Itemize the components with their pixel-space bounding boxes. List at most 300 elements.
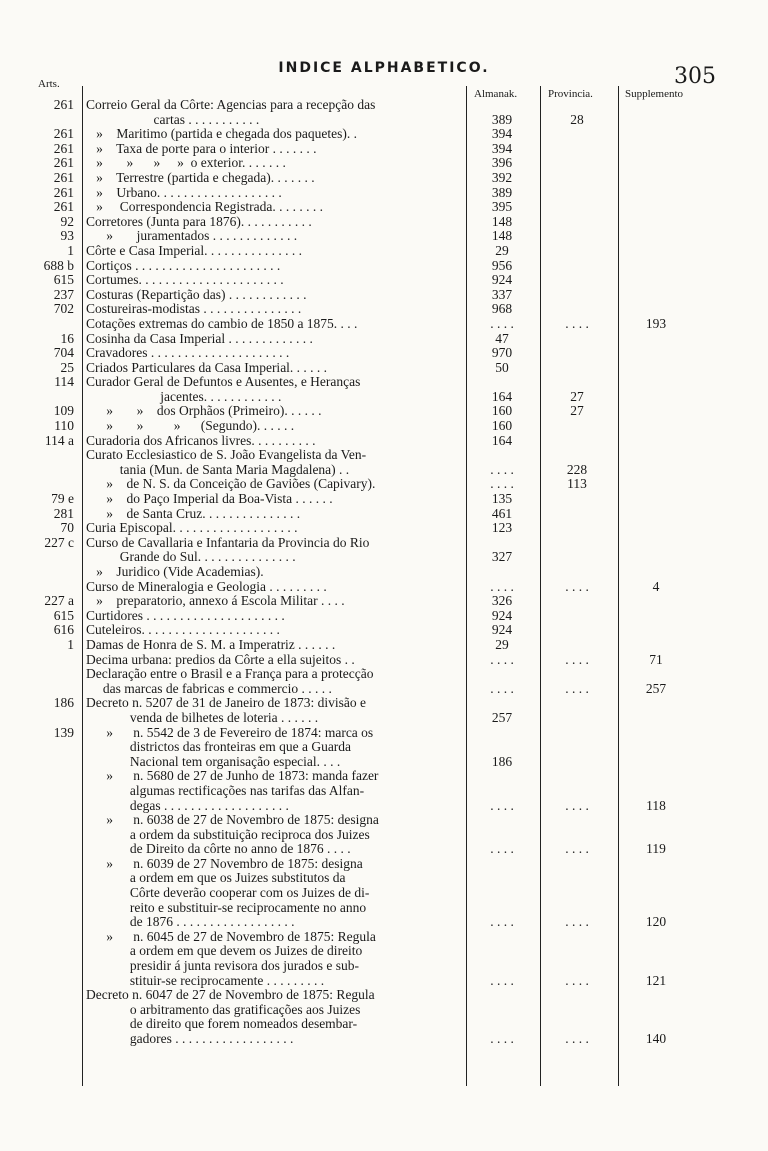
entry-subject: Decima urbana: predios da Côrte a ella sujeitos . . bbox=[86, 652, 355, 667]
provincia-page bbox=[538, 901, 616, 916]
provincia-page bbox=[538, 828, 616, 843]
entry-subject: Curador Geral de Defuntos e Ausentes, e Heranças bbox=[86, 375, 361, 390]
entry-subject: » Maritimo (partida e chegada dos paquetes). . bbox=[86, 127, 358, 142]
index-row bbox=[0, 419, 768, 434]
entry-subject: Curadoria dos Africanos livres. . . . . . . . . . bbox=[86, 433, 316, 448]
article-number bbox=[0, 448, 80, 463]
provincia-page bbox=[538, 507, 616, 522]
supplemento-page bbox=[616, 200, 696, 215]
almanak-page bbox=[466, 1003, 538, 1018]
almanak-page: 956 bbox=[491, 257, 513, 273]
supplemento-page bbox=[616, 448, 696, 463]
almanak-page: 327 bbox=[491, 549, 513, 565]
entry-subject: presidir á junta revisora dos jurados e sub- bbox=[86, 959, 359, 974]
index-row bbox=[0, 653, 768, 668]
entry-subject: » n. 6038 de 27 de Novembro de 1875: designa bbox=[86, 813, 379, 828]
provincia-page bbox=[538, 215, 616, 230]
supplemento-page bbox=[616, 988, 696, 1003]
provincia-page: 27 bbox=[570, 403, 584, 419]
almanak-page: 461 bbox=[491, 505, 513, 521]
supplemento-page: 71 bbox=[649, 651, 663, 667]
entry-subject: Cuteleiros. . . . . . . . . . . . . . . . . . . . . bbox=[86, 623, 280, 638]
entry-subject: venda de bilhetes de loteria . . . . . . bbox=[86, 710, 319, 725]
almanak-page: . . . . bbox=[490, 476, 514, 492]
supplemento-page bbox=[616, 419, 696, 434]
provincia-page bbox=[538, 930, 616, 945]
index-row bbox=[0, 1003, 768, 1018]
index-row bbox=[0, 346, 768, 361]
almanak-page: 257 bbox=[491, 709, 513, 725]
index-row bbox=[0, 448, 768, 463]
entry-subject: » preparatorio, annexo á Escola Militar . . . . bbox=[86, 594, 345, 609]
article-number: 79 e bbox=[51, 491, 74, 507]
almanak-page bbox=[466, 813, 538, 828]
provincia-page: . . . . bbox=[565, 680, 589, 696]
article-number: 261 bbox=[53, 126, 74, 142]
provincia-page bbox=[538, 857, 616, 872]
almanak-page: . . . . bbox=[490, 797, 514, 813]
entry-subject: Nacional tem organisação especial. . . . bbox=[86, 754, 341, 769]
supplemento-page bbox=[616, 171, 696, 186]
almanak-page bbox=[466, 740, 538, 755]
provincia-page: . . . . bbox=[565, 841, 589, 857]
supplemento-page bbox=[616, 288, 696, 303]
entry-subject: Corretores (Junta para 1876). . . . . . . . . . . bbox=[86, 214, 312, 229]
index-row bbox=[0, 857, 768, 872]
provincia-page bbox=[538, 171, 616, 186]
article-number bbox=[0, 1003, 80, 1018]
provincia-page bbox=[538, 434, 616, 449]
article-number bbox=[0, 915, 80, 930]
entry-subject: Curso de Mineralogia e Geologia . . . . . . . . . bbox=[86, 579, 327, 594]
supplemento-page: 120 bbox=[645, 914, 667, 930]
entry-subject: degas . . . . . . . . . . . . . . . . . . . bbox=[86, 798, 289, 813]
supplemento-page bbox=[616, 463, 696, 478]
entry-subject: de Direito da côrte no anno de 1876 . . . . bbox=[86, 842, 351, 857]
article-number: 114 a bbox=[44, 432, 74, 448]
column-header-provincia: Provincia. bbox=[548, 88, 593, 100]
provincia-page bbox=[538, 726, 616, 741]
provincia-page: 228 bbox=[566, 461, 588, 477]
entry-subject: de 1876 . . . . . . . . . . . . . . . . . . bbox=[86, 915, 295, 930]
provincia-page bbox=[538, 419, 616, 434]
article-number: 688 b bbox=[43, 257, 74, 273]
supplemento-page bbox=[616, 638, 696, 653]
supplemento-page bbox=[616, 404, 696, 419]
index-row bbox=[0, 784, 768, 799]
provincia-page bbox=[538, 813, 616, 828]
provincia-page: . . . . bbox=[565, 914, 589, 930]
entry-subject: tania (Mun. de Santa Maria Magdalena) . . bbox=[86, 462, 350, 477]
index-row bbox=[0, 186, 768, 201]
provincia-page bbox=[538, 959, 616, 974]
almanak-page: 389 bbox=[491, 184, 513, 200]
provincia-page bbox=[538, 448, 616, 463]
provincia-page bbox=[538, 273, 616, 288]
supplemento-page bbox=[616, 142, 696, 157]
entry-subject: Curato Ecclesiastico de S. João Evangelista da Ven- bbox=[86, 448, 367, 463]
entry-subject: » » » » o exterior. . . . . . . bbox=[86, 156, 286, 171]
supplemento-page bbox=[616, 550, 696, 565]
article-number: 186 bbox=[53, 695, 74, 711]
article-number bbox=[0, 828, 80, 843]
almanak-page: 29 bbox=[495, 636, 509, 652]
provincia-page bbox=[538, 536, 616, 551]
provincia-page bbox=[538, 944, 616, 959]
supplemento-page bbox=[616, 375, 696, 390]
provincia-page bbox=[538, 521, 616, 536]
almanak-page bbox=[466, 667, 538, 682]
index-table bbox=[0, 98, 768, 1047]
entry-subject: Declaração entre o Brasil e a França para a protecção bbox=[86, 667, 374, 682]
provincia-page bbox=[538, 623, 616, 638]
index-row bbox=[0, 1032, 768, 1047]
provincia-page bbox=[538, 711, 616, 726]
article-number bbox=[0, 755, 80, 770]
provincia-page: . . . . bbox=[565, 1031, 589, 1046]
article-number bbox=[0, 667, 80, 682]
article-number bbox=[0, 317, 80, 332]
entry-subject: stituir-se reciprocamente . . . . . . . . . bbox=[86, 973, 325, 988]
supplemento-page bbox=[616, 740, 696, 755]
entry-subject: » n. 6045 de 27 de Novembro de 1875: Regula bbox=[86, 929, 376, 944]
supplemento-page: 4 bbox=[652, 578, 660, 594]
provincia-page bbox=[538, 638, 616, 653]
entry-subject: Cravadores . . . . . . . . . . . . . . . . . . . . . bbox=[86, 346, 290, 361]
article-number bbox=[0, 974, 80, 989]
provincia-page: 113 bbox=[567, 476, 587, 492]
entry-subject: Decreto n. 5207 de 31 de Janeiro de 1873: divisão e bbox=[86, 696, 367, 711]
provincia-page bbox=[538, 740, 616, 755]
almanak-page: 47 bbox=[495, 330, 509, 346]
entry-subject: Curso de Cavallaria e Infantaria da Provincia do Rio bbox=[86, 535, 370, 550]
supplemento-page bbox=[616, 156, 696, 171]
provincia-page: . . . . bbox=[565, 797, 589, 813]
supplemento-page bbox=[616, 930, 696, 945]
entry-subject: a ordem em que devem os Juizes de direito bbox=[86, 944, 363, 959]
almanak-page: 392 bbox=[491, 169, 513, 185]
article-number: 702 bbox=[53, 301, 74, 317]
index-row bbox=[0, 609, 768, 624]
index-row bbox=[0, 98, 768, 113]
index-row bbox=[0, 317, 768, 332]
provincia-page bbox=[538, 346, 616, 361]
article-number: 261 bbox=[53, 199, 74, 215]
article-number: 704 bbox=[53, 345, 74, 361]
index-row bbox=[0, 507, 768, 522]
article-number: 616 bbox=[53, 622, 74, 638]
supplemento-page bbox=[616, 696, 696, 711]
provincia-page bbox=[538, 98, 616, 113]
article-number: 261 bbox=[53, 155, 74, 171]
supplemento-page bbox=[616, 813, 696, 828]
entry-subject: reito e substituir-se reciprocamente no anno bbox=[86, 900, 367, 915]
almanak-page bbox=[466, 944, 538, 959]
index-row bbox=[0, 521, 768, 536]
supplemento-page bbox=[616, 186, 696, 201]
supplemento-page bbox=[616, 901, 696, 916]
article-number bbox=[0, 711, 80, 726]
entry-subject: Côrte deverão cooperar com os Juizes de di- bbox=[86, 886, 370, 901]
entry-subject: Côrte e Casa Imperial. . . . . . . . . . . . . . . bbox=[86, 243, 302, 258]
provincia-page bbox=[538, 1017, 616, 1032]
article-number: 261 bbox=[53, 184, 74, 200]
entry-subject: a ordem em que os Juizes substitutos da bbox=[86, 871, 346, 886]
provincia-page bbox=[538, 302, 616, 317]
provincia-page bbox=[538, 127, 616, 142]
almanak-page: 29 bbox=[495, 242, 509, 258]
supplemento-page bbox=[616, 784, 696, 799]
almanak-page bbox=[466, 959, 538, 974]
index-row bbox=[0, 813, 768, 828]
provincia-page bbox=[538, 755, 616, 770]
provincia-page bbox=[538, 200, 616, 215]
article-number bbox=[0, 813, 80, 828]
supplemento-page bbox=[616, 1017, 696, 1032]
entry-subject: jacentes. . . . . . . . . . . . bbox=[86, 389, 282, 404]
almanak-page bbox=[466, 828, 538, 843]
article-number: 261 bbox=[53, 169, 74, 185]
provincia-page: 27 bbox=[570, 388, 584, 404]
provincia-page bbox=[538, 550, 616, 565]
article-number: 109 bbox=[53, 403, 74, 419]
almanak-page bbox=[466, 886, 538, 901]
entry-subject: Decreto n. 6047 de 27 de Novembro de 1875: Regula bbox=[86, 988, 375, 1003]
index-row bbox=[0, 536, 768, 551]
supplemento-page bbox=[616, 332, 696, 347]
almanak-page: . . . . bbox=[490, 461, 514, 477]
almanak-page: 395 bbox=[491, 199, 513, 215]
almanak-page: 924 bbox=[491, 272, 513, 288]
almanak-page bbox=[466, 565, 538, 580]
article-number: 261 bbox=[53, 97, 74, 112]
index-row bbox=[0, 974, 768, 989]
index-row bbox=[0, 332, 768, 347]
index-row bbox=[0, 215, 768, 230]
provincia-page bbox=[538, 886, 616, 901]
almanak-page: 160 bbox=[491, 403, 513, 419]
index-row bbox=[0, 404, 768, 419]
article-number: 615 bbox=[53, 272, 74, 288]
supplemento-page: 257 bbox=[645, 680, 667, 696]
entry-subject: » de Santa Cruz. . . . . . . . . . . . . . . bbox=[86, 506, 301, 521]
entry-subject: gadores . . . . . . . . . . . . . . . . . . bbox=[86, 1032, 294, 1046]
almanak-page bbox=[466, 901, 538, 916]
article-number: 110 bbox=[54, 418, 74, 434]
almanak-page: . . . . bbox=[490, 315, 514, 331]
supplemento-page bbox=[616, 886, 696, 901]
index-row bbox=[0, 477, 768, 492]
entry-subject: Costureiras-modistas . . . . . . . . . . . . . . . bbox=[86, 302, 302, 317]
supplemento-page: 119 bbox=[646, 841, 666, 857]
index-row bbox=[0, 434, 768, 449]
supplemento-page bbox=[616, 828, 696, 843]
entry-subject: districtos das fronteiras em que a Guarda bbox=[86, 740, 352, 755]
provincia-page bbox=[538, 565, 616, 580]
supplemento-page bbox=[616, 623, 696, 638]
provincia-page bbox=[538, 784, 616, 799]
almanak-page bbox=[466, 930, 538, 945]
provincia-page bbox=[538, 142, 616, 157]
index-row bbox=[0, 930, 768, 945]
almanak-page: 186 bbox=[491, 753, 513, 769]
index-row bbox=[0, 638, 768, 653]
article-number bbox=[0, 959, 80, 974]
almanak-page bbox=[466, 536, 538, 551]
provincia-page bbox=[538, 609, 616, 624]
supplemento-page bbox=[616, 944, 696, 959]
article-number bbox=[0, 653, 80, 668]
almanak-page bbox=[466, 1017, 538, 1032]
index-row bbox=[0, 769, 768, 784]
provincia-page bbox=[538, 332, 616, 347]
supplemento-page bbox=[616, 1003, 696, 1018]
index-row bbox=[0, 113, 768, 128]
provincia-page bbox=[538, 667, 616, 682]
supplemento-page: 193 bbox=[645, 315, 667, 331]
supplemento-page bbox=[616, 273, 696, 288]
almanak-page bbox=[466, 784, 538, 799]
supplemento-page bbox=[616, 127, 696, 142]
article-number: 261 bbox=[53, 140, 74, 156]
article-number: 281 bbox=[53, 505, 74, 521]
entry-subject: Curtidores . . . . . . . . . . . . . . . . . . . . . bbox=[86, 608, 285, 623]
index-row bbox=[0, 142, 768, 157]
index-row bbox=[0, 755, 768, 770]
provincia-page bbox=[538, 492, 616, 507]
entry-subject: das marcas de fabricas e commercio . . . . . bbox=[86, 681, 332, 696]
article-number bbox=[0, 1032, 80, 1047]
entry-subject: » » » (Segundo). . . . . . bbox=[86, 419, 295, 434]
almanak-page: 148 bbox=[491, 213, 513, 229]
almanak-page bbox=[466, 375, 538, 390]
column-header-arts: Arts. bbox=[38, 78, 60, 90]
entry-subject: Curia Episcopal. . . . . . . . . . . . . . . . . . . bbox=[86, 521, 298, 536]
entry-subject: Damas de Honra de S. M. a Imperatriz . . . . . . bbox=[86, 637, 336, 652]
entry-subject: Cosinha da Casa Imperial . . . . . . . . . . . . . bbox=[86, 331, 313, 346]
index-row bbox=[0, 886, 768, 901]
index-row bbox=[0, 740, 768, 755]
index-row bbox=[0, 682, 768, 697]
almanak-page: . . . . bbox=[490, 1031, 514, 1046]
article-number bbox=[0, 769, 80, 784]
index-row bbox=[0, 463, 768, 478]
article-number bbox=[0, 113, 80, 128]
article-number: 227 a bbox=[44, 593, 74, 609]
article-number bbox=[0, 550, 80, 565]
entry-subject: de direito que forem nomeados desembar- bbox=[86, 1017, 358, 1032]
almanak-page: 164 bbox=[491, 432, 513, 448]
provincia-page bbox=[538, 375, 616, 390]
almanak-page: . . . . bbox=[490, 578, 514, 594]
article-number bbox=[0, 799, 80, 814]
provincia-page bbox=[538, 186, 616, 201]
provincia-page bbox=[538, 229, 616, 244]
entry-subject: » juramentados . . . . . . . . . . . . . bbox=[86, 229, 298, 244]
index-row bbox=[0, 156, 768, 171]
entry-subject: Correio Geral da Côrte: Agencias para a recepção das bbox=[86, 98, 376, 112]
index-row bbox=[0, 171, 768, 186]
entry-subject: algumas rectificações nas tarifas das Alfan- bbox=[86, 783, 365, 798]
almanak-page: 50 bbox=[495, 359, 509, 375]
supplemento-page bbox=[616, 711, 696, 726]
article-number bbox=[0, 988, 80, 1003]
index-row bbox=[0, 901, 768, 916]
index-row bbox=[0, 871, 768, 886]
almanak-page: 394 bbox=[491, 140, 513, 156]
provincia-page bbox=[538, 769, 616, 784]
supplemento-page bbox=[616, 434, 696, 449]
index-row bbox=[0, 711, 768, 726]
almanak-page: . . . . bbox=[490, 914, 514, 930]
entry-subject: » Juridico (Vide Academias). bbox=[86, 565, 264, 579]
index-row bbox=[0, 200, 768, 215]
article-number: 93 bbox=[60, 228, 74, 244]
supplemento-page bbox=[616, 594, 696, 609]
almanak-page: . . . . bbox=[490, 651, 514, 667]
article-number: 114 bbox=[54, 374, 74, 390]
supplemento-page bbox=[616, 755, 696, 770]
index-row bbox=[0, 273, 768, 288]
article-number bbox=[0, 857, 80, 872]
index-row bbox=[0, 229, 768, 244]
provincia-page bbox=[538, 288, 616, 303]
article-number bbox=[0, 1017, 80, 1032]
almanak-page: 123 bbox=[491, 520, 513, 536]
almanak-page: 160 bbox=[491, 418, 513, 434]
supplemento-page bbox=[616, 726, 696, 741]
supplemento-page bbox=[616, 871, 696, 886]
index-row bbox=[0, 565, 768, 580]
supplemento-page bbox=[616, 477, 696, 492]
article-number bbox=[0, 682, 80, 697]
entry-subject: Costuras (Repartição das) . . . . . . . . . . . . bbox=[86, 287, 307, 302]
entry-subject: » Urbano. . . . . . . . . . . . . . . . . . . bbox=[86, 185, 282, 200]
article-number: 615 bbox=[53, 607, 74, 623]
almanak-page: . . . . bbox=[490, 972, 514, 988]
article-number: 1 bbox=[67, 636, 74, 652]
entry-subject: Grande do Sul. . . . . . . . . . . . . . . bbox=[86, 550, 296, 565]
article-number bbox=[0, 565, 80, 580]
index-row bbox=[0, 492, 768, 507]
provincia-page bbox=[538, 244, 616, 259]
almanak-page bbox=[466, 988, 538, 1003]
article-number bbox=[0, 930, 80, 945]
almanak-page: 164 bbox=[491, 388, 513, 404]
index-row bbox=[0, 667, 768, 682]
entry-subject: o arbitramento das gratificações aos Juizes bbox=[86, 1002, 361, 1017]
index-row bbox=[0, 288, 768, 303]
entry-subject: » Terrestre (partida e chegada). . . . . . . bbox=[86, 170, 315, 185]
article-number: 1 bbox=[67, 242, 74, 258]
page-number: 305 bbox=[674, 64, 716, 89]
supplemento-page bbox=[616, 98, 696, 113]
article-number: 16 bbox=[60, 330, 74, 346]
column-header-supplemento: Supplemento bbox=[625, 88, 684, 100]
provincia-page: . . . . bbox=[565, 315, 589, 331]
almanak-page: . . . . bbox=[490, 841, 514, 857]
almanak-page bbox=[466, 696, 538, 711]
index-row bbox=[0, 390, 768, 405]
index-row bbox=[0, 594, 768, 609]
supplemento-page bbox=[616, 229, 696, 244]
almanak-page bbox=[466, 98, 538, 113]
almanak-page: 968 bbox=[491, 301, 513, 317]
supplemento-page: 121 bbox=[645, 972, 667, 988]
index-row bbox=[0, 375, 768, 390]
almanak-page: 389 bbox=[491, 111, 513, 127]
entry-subject: Cortiços . . . . . . . . . . . . . . . . . . . . . . bbox=[86, 258, 281, 273]
